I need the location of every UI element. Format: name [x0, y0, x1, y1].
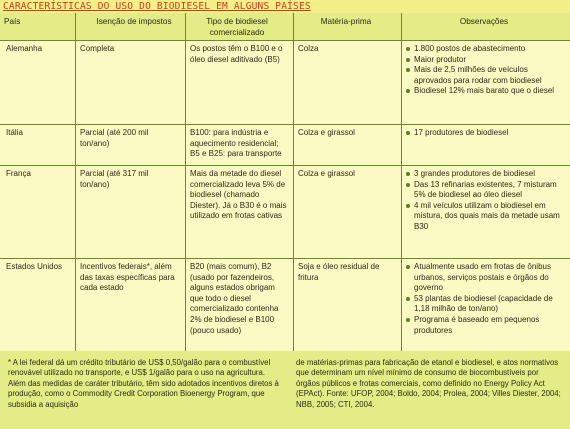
notes-list: [406, 169, 564, 233]
bullet-icon: [406, 204, 410, 208]
header-country: País: [4, 17, 21, 26]
row-divider: [0, 165, 570, 166]
country-cell: Estados Unidos: [6, 262, 63, 271]
row-divider: [0, 124, 570, 125]
table-header-row: [0, 13, 570, 41]
footnote-left-text: * A lei federal dá um crédito tributário de US$ 0,50/galão para o combustível renovável utilizado no transporte, e US$ 1/galão para o uso na agricultura. Além das medidas de caráter tributário, têm sido adotados incentivos diretos à produção, como o Commodity Credit Corporation Bioenergy Program, que subsidia a aquisição: [8, 358, 279, 409]
type-cell: Mais da metade do diesel comercializado leva 5% de biodiesel (chamado Diester). Já o B30 é o mais utilizado em frotas cativas: [190, 169, 287, 221]
material-cell: Colza: [298, 44, 319, 53]
tax-cell: Parcial (até 317 mil ton/ano): [80, 169, 149, 189]
footnote-right-text: de matérias-primas para fabricação de etanol e biodiesel, e atos normativos que determinam um nível mínimo de consumo de biocombustíveis por órgãos públicos e frotas comerciais, como definido no Energy Policy Act (EPAct). Fonte: UFOP, 2004; Boldo, 2004; Prolea, 2004; Villes Diester, 2004; NBB, 2005; CTI, 2004.: [296, 358, 561, 409]
type-cell: Os postos têm o B100 e o óleo diesel aditivado (B5): [190, 44, 283, 64]
bullet-icon: [406, 297, 410, 301]
bullet-icon: [406, 89, 410, 93]
country-cell: Alemanha: [6, 44, 43, 53]
list-item: 17 produtores de biodiesel: [406, 128, 564, 139]
list-item: Programa é baseado em pequenos produtores: [406, 315, 564, 336]
material-cell: Soja e óleo residual de fritura: [298, 262, 380, 282]
bullet-icon: [406, 172, 410, 176]
list-item: 53 plantas de biodiesel (capacidade de 1,18 milhão de ton/ano): [406, 294, 564, 315]
table-title: CARACTERÍSTICAS DO USO DO BIODIESEL EM ALGUNS PAÍSES: [3, 1, 311, 12]
bullet-icon: [406, 58, 410, 62]
type-cell: B100: para indústria e aquecimento residencial; B5 e B25: para transporte: [190, 128, 282, 159]
column-divider: [75, 13, 76, 351]
notes-list: [406, 128, 564, 139]
column-divider: [401, 13, 402, 351]
list-item: Maior produtor: [406, 55, 564, 66]
title-bar: [0, 0, 570, 13]
header-observations: Observações: [459, 17, 509, 26]
column-divider: [293, 13, 294, 351]
footnote-section: [0, 351, 570, 429]
bullet-icon: [406, 68, 410, 72]
country-cell: França: [6, 169, 31, 178]
bullet-icon: [406, 47, 410, 51]
list-item: 1.800 postos de abastecimento: [406, 44, 564, 55]
list-item: Atualmente usado em frotas de ônibus urbanos, serviços postais e órgãos do governo: [406, 262, 564, 294]
list-item: Das 13 refinarias existentes, 7 misturam 5% de biodiesel ao óleo diesel: [406, 180, 564, 201]
header-tax-exemption: Isenção de impostos: [96, 17, 172, 26]
tax-cell: Incentivos federais*, além das taxas específicas para cada estado: [80, 262, 175, 293]
bullet-icon: [406, 318, 410, 322]
country-cell: Itália: [6, 128, 23, 137]
bullet-icon: [406, 131, 410, 135]
header-raw-material: Matéria-prima: [320, 17, 372, 26]
list-item: Mais de 2,5 milhões de veículos aprovados para rodar com biodiesel: [406, 65, 564, 86]
type-cell: B20 (mais comum), B2 (usado por fazendeiros, alguns estados obrigam que todo o diesel comercializado contenha 2% de biodiesel e B100 (pouco usado): [190, 262, 279, 335]
row-divider: [0, 258, 570, 259]
bullet-icon: [406, 265, 410, 269]
list-item: 3 grandes produtores de biodiesel: [406, 169, 564, 180]
material-cell: Colza e girassol: [298, 128, 355, 137]
notes-list: [406, 262, 564, 336]
tax-cell: Parcial (até 200 mil ton/ano): [80, 128, 149, 148]
column-divider: [185, 13, 186, 351]
list-item: Biodiesel 12% mais barato que o diesel: [406, 86, 564, 97]
list-item: 4 mil veículos utilizam o biodiesel em mistura, dos quais mais da metade usam B30: [406, 201, 564, 233]
material-cell: Colza e girassol: [298, 169, 355, 178]
tax-cell: Completa: [80, 44, 115, 53]
bullet-icon: [406, 183, 410, 187]
notes-list: [406, 44, 564, 97]
header-biodiesel-type: Tipo de biodiesel comercializado: [206, 17, 268, 37]
